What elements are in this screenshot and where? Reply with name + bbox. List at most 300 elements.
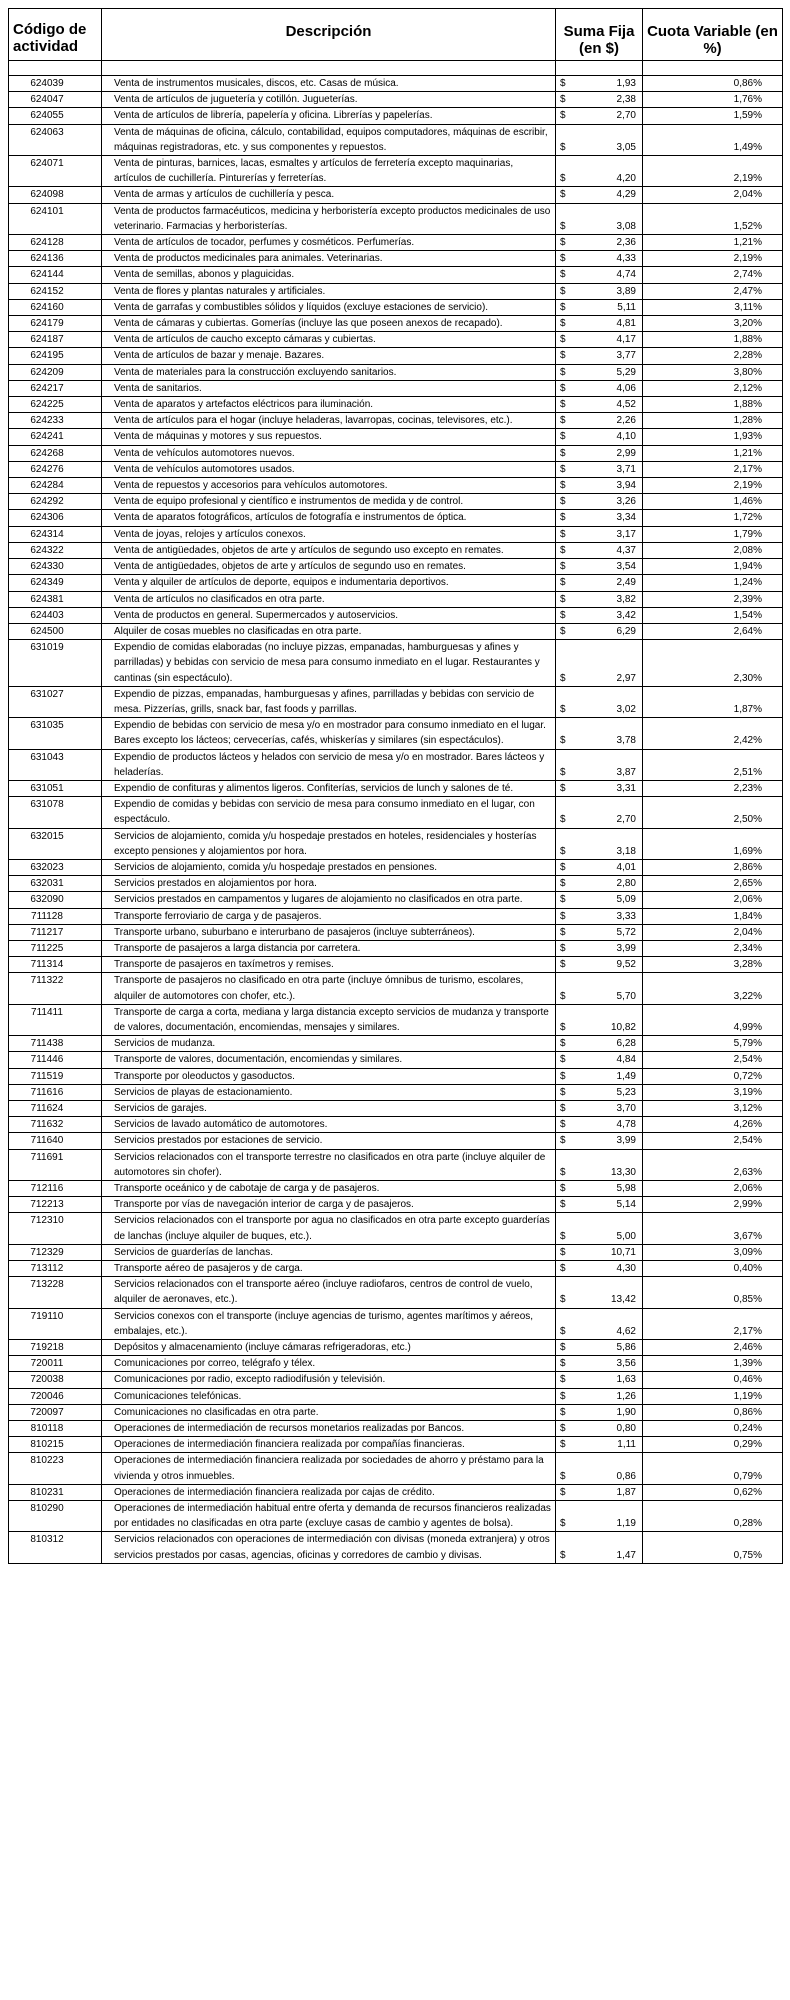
table-row [9, 478, 783, 494]
table-row [9, 591, 783, 607]
fixed-amount-cell [556, 1372, 643, 1388]
currency-symbol: $ [560, 1406, 566, 1418]
activity-code-cell: 624179 [9, 316, 102, 332]
fixed-amount-cell [556, 1084, 643, 1100]
currency-symbol: $ [560, 1166, 566, 1178]
description-cell: Comunicaciones por radio, excepto radiodifusión y televisión. [102, 1372, 556, 1388]
currency-symbol: $ [560, 1549, 566, 1561]
fixed-amount-value: 3,26 [616, 496, 636, 508]
table-row [9, 640, 783, 687]
header-activity-code: Código de actividad [9, 9, 102, 61]
fixed-amount-cell [556, 1261, 643, 1277]
fixed-amount-value: 4,62 [616, 1325, 636, 1337]
table-row [9, 892, 783, 908]
fixed-amount-cell [556, 607, 643, 623]
activity-code-cell: 713112 [9, 1261, 102, 1277]
fixed-amount-value: 5,98 [616, 1183, 636, 1195]
table-row [9, 316, 783, 332]
table-row [9, 380, 783, 396]
activity-code-cell: 711446 [9, 1052, 102, 1068]
table-row [9, 1084, 783, 1100]
description-cell: Venta de antigüedades, objetos de arte y artículos de segundo uso en remates. [102, 559, 556, 575]
fixed-amount-value: 2,80 [616, 878, 636, 890]
activity-code-cell: 720097 [9, 1404, 102, 1420]
spacer-cell [556, 61, 643, 76]
fixed-amount-cell [556, 267, 643, 283]
currency-symbol: $ [560, 544, 566, 556]
variable-rate-cell: 2,06% [643, 1181, 783, 1197]
fixed-amount-value: 3,31 [616, 782, 636, 794]
currency-symbol: $ [560, 894, 566, 906]
spacer-row [9, 61, 783, 76]
fixed-amount-cell [556, 187, 643, 203]
activity-code-cell: 624381 [9, 591, 102, 607]
variable-rate-cell: 2,51% [643, 749, 783, 780]
description-cell: Venta de máquinas de oficina, cálculo, contabilidad, equipos computadores, máquinas de escribir, máquinas registradoras, etc. y sus componentes y repuestos. [102, 124, 556, 155]
fixed-amount-value: 5,11 [617, 301, 636, 313]
fixed-amount-value: 4,01 [616, 861, 636, 873]
fixed-amount-value: 3,18 [616, 845, 636, 857]
variable-rate-cell: 0,85% [643, 1277, 783, 1308]
header-variable-rate: Cuota Variable (en %) [643, 9, 783, 61]
variable-rate-cell: 3,09% [643, 1244, 783, 1260]
fixed-amount-value: 3,70 [616, 1103, 636, 1114]
fixed-amount-value: 4,20 [616, 173, 636, 185]
description-cell: Venta de joyas, relojes y artículos conexos. [102, 526, 556, 542]
table-row [9, 1149, 783, 1180]
fixed-amount-cell [556, 1101, 643, 1117]
activity-code-cell: 719218 [9, 1340, 102, 1356]
activity-code-cell: 631035 [9, 718, 102, 749]
activity-code-cell: 624225 [9, 397, 102, 413]
fixed-amount-value: 3,99 [616, 1135, 636, 1147]
currency-symbol: $ [560, 1423, 566, 1435]
table-row [9, 461, 783, 477]
table-row [9, 235, 783, 251]
description-cell: Expendio de bebidas con servicio de mesa y/o en mostrador para consumo inmediato en el lugar. Bares excepto los lácteos; cervecerías, cafés, whiskerías y similares (sin espectáculos). [102, 718, 556, 749]
fixed-amount-value: 3,71 [616, 463, 636, 475]
table-row [9, 828, 783, 859]
table-row [9, 1388, 783, 1404]
table-row [9, 575, 783, 591]
table-row [9, 1004, 783, 1035]
currency-symbol: $ [560, 285, 566, 297]
variable-rate-cell: 2,06% [643, 892, 783, 908]
fixed-amount-cell [556, 908, 643, 924]
fixed-amount-value: 0,80 [616, 1423, 636, 1435]
variable-rate-cell: 0,79% [643, 1453, 783, 1484]
activity-code-cell: 624330 [9, 559, 102, 575]
currency-symbol: $ [560, 318, 566, 330]
activity-code-cell: 624136 [9, 251, 102, 267]
description-cell: Venta y alquiler de artículos de deporte, equipos e indumentaria deportivos. [102, 575, 556, 591]
table-row [9, 1133, 783, 1149]
description-cell: Venta de instrumentos musicales, discos, etc. Casas de música. [102, 76, 556, 92]
description-cell: Venta de garrafas y combustibles sólidos y líquidos (excluye estaciones de servicio). [102, 299, 556, 315]
currency-symbol: $ [560, 431, 566, 443]
fixed-amount-cell [556, 124, 643, 155]
fixed-amount-cell [556, 413, 643, 429]
variable-rate-cell: 2,65% [643, 876, 783, 892]
fixed-amount-cell [556, 283, 643, 299]
description-cell: Venta de artículos de tocador, perfumes y cosméticos. Perfumerías. [102, 235, 556, 251]
table-row [9, 283, 783, 299]
fixed-amount-cell [556, 780, 643, 796]
table-row [9, 1052, 783, 1068]
fixed-amount-cell [556, 1340, 643, 1356]
table-row [9, 108, 783, 124]
description-cell: Servicios de guarderías de lanchas. [102, 1244, 556, 1260]
currency-symbol: $ [560, 1054, 566, 1066]
fixed-amount-cell [556, 1149, 643, 1180]
description-cell: Servicios de alojamiento, comida y/u hospedaje prestados en hoteles, residenciales y hosterías excepto pensiones y alojamientos por hora. [102, 828, 556, 859]
fixed-amount-cell [556, 348, 643, 364]
description-cell: Comunicaciones no clasificadas en otra parte. [102, 1404, 556, 1420]
table-row [9, 1117, 783, 1133]
fixed-amount-value: 2,70 [616, 814, 636, 826]
currency-symbol: $ [560, 350, 566, 362]
activity-code-cell: 720046 [9, 1388, 102, 1404]
currency-symbol: $ [560, 625, 566, 637]
activity-code-cell: 711314 [9, 957, 102, 973]
variable-rate-cell: 0,24% [643, 1421, 783, 1437]
activity-code-cell: 711225 [9, 940, 102, 956]
description-cell: Venta de artículos de juguetería y cotillón. Jugueterías. [102, 92, 556, 108]
fixed-amount-cell [556, 559, 643, 575]
fixed-amount-value: 3,42 [616, 609, 636, 621]
table-row [9, 859, 783, 875]
fixed-amount-cell [556, 445, 643, 461]
fixed-amount-cell [556, 1404, 643, 1420]
fixed-amount-value: 2,38 [616, 94, 636, 106]
description-cell: Venta de artículos de caucho excepto cámaras y cubiertas. [102, 332, 556, 348]
activity-code-cell: 624292 [9, 494, 102, 510]
activity-code-cell: 711616 [9, 1084, 102, 1100]
currency-symbol: $ [560, 1199, 566, 1211]
fixed-amount-cell [556, 1117, 643, 1133]
fixed-amount-cell [556, 1437, 643, 1453]
description-cell: Servicios relacionados con el transporte por agua no clasificados en otra parte excepto guarderías de lanchas (incluye alquiler de buques, etc.). [102, 1213, 556, 1244]
fixed-amount-value: 5,00 [616, 1230, 636, 1242]
variable-rate-cell: 2,99% [643, 1197, 783, 1213]
currency-symbol: $ [560, 173, 566, 185]
fixed-amount-value: 4,37 [616, 544, 636, 556]
fixed-amount-cell [556, 1004, 643, 1035]
currency-symbol: $ [560, 78, 566, 89]
table-row [9, 542, 783, 558]
activity-code-cell: 624187 [9, 332, 102, 348]
description-cell: Venta de aparatos fotográficos, artículos de fotografía e instrumentos de óptica. [102, 510, 556, 526]
table-row [9, 1068, 783, 1084]
description-cell: Expendio de comidas elaboradas (no incluye pizzas, empanadas, hamburguesas y afines y parrilladas) y bebidas con servicio de mesa para consumo inmediato en el lugar. Restaurantes y cantinas (sin espectáculo). [102, 640, 556, 687]
fixed-amount-cell [556, 526, 643, 542]
fixed-amount-cell [556, 364, 643, 380]
variable-rate-cell: 2,19% [643, 251, 783, 267]
variable-rate-cell: 0,46% [643, 1372, 783, 1388]
table-row [9, 1421, 783, 1437]
fixed-amount-cell [556, 640, 643, 687]
currency-symbol: $ [560, 1230, 566, 1242]
activity-code-cell: 624314 [9, 526, 102, 542]
activity-code-cell: 624209 [9, 364, 102, 380]
fixed-amount-cell [556, 892, 643, 908]
fixed-amount-value: 4,06 [616, 382, 636, 394]
table-row [9, 957, 783, 973]
fixed-amount-value: 3,08 [616, 220, 636, 232]
fixed-amount-cell [556, 251, 643, 267]
currency-symbol: $ [560, 1086, 566, 1098]
activity-fee-table-page [8, 8, 782, 1564]
activity-code-cell: 624306 [9, 510, 102, 526]
currency-symbol: $ [560, 237, 566, 249]
activity-code-cell: 624071 [9, 156, 102, 187]
variable-rate-cell: 3,19% [643, 1084, 783, 1100]
activity-code-cell: 810290 [9, 1501, 102, 1532]
activity-code-cell: 624322 [9, 542, 102, 558]
activity-code-cell: 631027 [9, 686, 102, 717]
fixed-amount-value: 4,10 [616, 431, 636, 443]
variable-rate-cell: 0,86% [643, 76, 783, 92]
fixed-amount-cell [556, 749, 643, 780]
description-cell: Venta de artículos de librería, papelería y oficina. Librerías y papelerías. [102, 108, 556, 124]
fixed-amount-cell [556, 1133, 643, 1149]
currency-symbol: $ [560, 189, 566, 201]
activity-code-cell: 632031 [9, 876, 102, 892]
fixed-amount-value: 3,87 [616, 766, 636, 778]
description-cell: Servicios de playas de estacionamiento. [102, 1084, 556, 1100]
description-cell: Operaciones de intermediación financiera realizada por compañías financieras. [102, 1437, 556, 1453]
currency-symbol: $ [560, 1038, 566, 1050]
description-cell: Venta de pinturas, barnices, lacas, esmaltes y artículos de ferretería excepto maquinarias, artículos de cuchillería. Pinturerías y ferreterías. [102, 156, 556, 187]
description-cell: Alquiler de cosas muebles no clasificadas en otra parte. [102, 623, 556, 639]
variable-rate-cell: 1,28% [643, 413, 783, 429]
fixed-amount-value: 4,52 [616, 399, 636, 411]
currency-symbol: $ [560, 1486, 566, 1498]
description-cell: Servicios prestados por estaciones de servicio. [102, 1133, 556, 1149]
table-row [9, 1404, 783, 1420]
currency-symbol: $ [560, 366, 566, 378]
variable-rate-cell: 4,99% [643, 1004, 783, 1035]
variable-rate-cell: 2,04% [643, 187, 783, 203]
description-cell: Servicios relacionados con el transporte aéreo (incluye radiofaros, centros de control de vuelo, alquiler de aeronaves, etc.). [102, 1277, 556, 1308]
activity-code-cell: 624500 [9, 623, 102, 639]
variable-rate-cell: 1,94% [643, 559, 783, 575]
currency-symbol: $ [560, 845, 566, 857]
variable-rate-cell: 2,39% [643, 591, 783, 607]
fixed-amount-cell [556, 623, 643, 639]
currency-symbol: $ [560, 735, 566, 747]
activity-code-cell: 711411 [9, 1004, 102, 1035]
fixed-amount-value: 3,54 [616, 561, 636, 573]
activity-code-cell: 711640 [9, 1133, 102, 1149]
table-row [9, 299, 783, 315]
fixed-amount-value: 2,97 [616, 672, 636, 684]
activity-code-cell: 720038 [9, 1372, 102, 1388]
table-row [9, 686, 783, 717]
variable-rate-cell: 2,28% [643, 348, 783, 364]
currency-symbol: $ [560, 1358, 566, 1370]
description-cell: Venta de aparatos y artefactos eléctricos para iluminación. [102, 397, 556, 413]
description-cell: Venta de vehículos automotores usados. [102, 461, 556, 477]
fixed-amount-cell [556, 76, 643, 92]
table-row [9, 876, 783, 892]
variable-rate-cell: 2,19% [643, 156, 783, 187]
fixed-amount-cell [556, 591, 643, 607]
table-row [9, 413, 783, 429]
fixed-amount-cell [556, 1244, 643, 1260]
fixed-amount-value: 6,29 [616, 625, 636, 637]
fixed-amount-cell [556, 1036, 643, 1052]
table-row [9, 797, 783, 828]
fixed-amount-cell [556, 686, 643, 717]
fixed-amount-value: 1,49 [616, 1070, 636, 1082]
description-cell: Venta de productos medicinales para animales. Veterinarias. [102, 251, 556, 267]
description-cell: Transporte urbano, suburbano e interurbano de pasajeros (incluye subterráneos). [102, 924, 556, 940]
fixed-amount-value: 3,82 [616, 593, 636, 605]
activity-code-cell: 624101 [9, 203, 102, 234]
fixed-amount-value: 3,78 [616, 735, 636, 747]
activity-code-cell: 712213 [9, 1197, 102, 1213]
currency-symbol: $ [560, 141, 566, 153]
variable-rate-cell: 3,12% [643, 1101, 783, 1117]
description-cell: Venta de artículos no clasificados en otra parte. [102, 591, 556, 607]
description-cell: Transporte de pasajeros no clasificado en otra parte (incluye ómnibus de turismo, escolares, alquiler de automotores con chofer, etc.). [102, 973, 556, 1004]
fixed-amount-value: 13,30 [610, 1166, 636, 1178]
currency-symbol: $ [560, 1390, 566, 1402]
fixed-amount-value: 5,72 [616, 926, 636, 938]
activity-code-cell: 711128 [9, 908, 102, 924]
fixed-amount-cell [556, 156, 643, 187]
currency-symbol: $ [560, 926, 566, 938]
description-cell: Expendio de productos lácteos y helados con servicio de mesa y/o en mostrador. Bares lácteos y heladerías. [102, 749, 556, 780]
table-row [9, 1453, 783, 1484]
fixed-amount-value: 1,63 [616, 1374, 636, 1386]
fixed-amount-value: 1,47 [616, 1549, 636, 1561]
currency-symbol: $ [560, 672, 566, 684]
fixed-amount-cell [556, 1277, 643, 1308]
activity-code-cell: 624128 [9, 235, 102, 251]
fixed-amount-cell [556, 876, 643, 892]
activity-code-cell: 712329 [9, 1244, 102, 1260]
description-cell: Venta de vehículos automotores nuevos. [102, 445, 556, 461]
variable-rate-cell: 2,04% [643, 924, 783, 940]
variable-rate-cell: 1,93% [643, 429, 783, 445]
description-cell: Venta de productos en general. Supermercados y autoservicios. [102, 607, 556, 623]
table-row [9, 1356, 783, 1372]
activity-code-cell: 631051 [9, 780, 102, 796]
description-cell: Venta de sanitarios. [102, 380, 556, 396]
description-cell: Servicios relacionados con el transporte terrestre no clasificados en otra parte (incluye alquiler de automotores sin chofer). [102, 1149, 556, 1180]
description-cell: Servicios de garajes. [102, 1101, 556, 1117]
variable-rate-cell: 3,28% [643, 957, 783, 973]
activity-code-cell: 711438 [9, 1036, 102, 1052]
table-row [9, 1340, 783, 1356]
activity-code-cell: 624276 [9, 461, 102, 477]
currency-symbol: $ [560, 1439, 566, 1451]
activity-code-cell: 631078 [9, 797, 102, 828]
activity-code-cell: 624160 [9, 299, 102, 315]
currency-symbol: $ [560, 878, 566, 890]
fixed-amount-cell [556, 1484, 643, 1500]
fixed-amount-value: 10,82 [610, 1021, 636, 1033]
fixed-amount-cell [556, 397, 643, 413]
table-row [9, 1181, 783, 1197]
activity-code-cell: 624217 [9, 380, 102, 396]
activity-code-cell: 624144 [9, 267, 102, 283]
table-row [9, 203, 783, 234]
description-cell: Transporte por oleoductos y gasoductos. [102, 1068, 556, 1084]
fixed-amount-value: 3,89 [616, 285, 636, 297]
variable-rate-cell: 1,54% [643, 607, 783, 623]
variable-rate-cell: 1,19% [643, 1388, 783, 1404]
description-cell: Servicios prestados en campamentos y lugares de alojamiento no clasificados en otra parte. [102, 892, 556, 908]
variable-rate-cell: 0,72% [643, 1068, 783, 1084]
variable-rate-cell: 1,76% [643, 92, 783, 108]
table-row [9, 124, 783, 155]
fixed-amount-value: 10,71 [610, 1246, 636, 1258]
table-body [9, 61, 783, 1564]
variable-rate-cell: 2,54% [643, 1133, 783, 1149]
fixed-amount-cell [556, 718, 643, 749]
fixed-amount-value: 3,02 [616, 703, 636, 715]
table-row [9, 1308, 783, 1339]
description-cell: Venta de repuestos y accesorios para vehículos automotores. [102, 478, 556, 494]
fixed-amount-value: 3,99 [616, 942, 636, 954]
fixed-amount-value: 5,70 [616, 990, 636, 1002]
fixed-amount-value: 1,87 [616, 1486, 636, 1498]
variable-rate-cell: 2,86% [643, 859, 783, 875]
fixed-amount-value: 5,14 [616, 1199, 636, 1211]
currency-symbol: $ [560, 1374, 566, 1386]
description-cell: Transporte de valores, documentación, encomiendas y similares. [102, 1052, 556, 1068]
activity-code-cell: 719110 [9, 1308, 102, 1339]
fixed-amount-cell [556, 1052, 643, 1068]
variable-rate-cell: 1,21% [643, 445, 783, 461]
fixed-amount-cell [556, 429, 643, 445]
description-cell: Venta de equipo profesional y científico e instrumentos de medida y de control. [102, 494, 556, 510]
table-row [9, 1501, 783, 1532]
description-cell: Expendio de comidas y bebidas con servicio de mesa para consumo inmediato en el lugar, con espectáculo. [102, 797, 556, 828]
fixed-amount-cell [556, 1068, 643, 1084]
table-row [9, 1484, 783, 1500]
spacer-cell [102, 61, 556, 76]
description-cell: Servicios de mudanza. [102, 1036, 556, 1052]
table-row [9, 1532, 783, 1563]
variable-rate-cell: 2,19% [643, 478, 783, 494]
variable-rate-cell: 3,67% [643, 1213, 783, 1244]
activity-code-cell: 624098 [9, 187, 102, 203]
activity-code-cell: 624233 [9, 413, 102, 429]
variable-rate-cell: 5,79% [643, 1036, 783, 1052]
table-row [9, 332, 783, 348]
table-row [9, 267, 783, 283]
fixed-amount-cell [556, 494, 643, 510]
description-cell: Transporte oceánico y de cabotaje de carga y de pasajeros. [102, 1181, 556, 1197]
description-cell: Comunicaciones telefónicas. [102, 1388, 556, 1404]
description-cell: Venta de flores y plantas naturales y artificiales. [102, 283, 556, 299]
table-row [9, 1437, 783, 1453]
fixed-amount-cell [556, 957, 643, 973]
table-row [9, 445, 783, 461]
variable-rate-cell: 1,87% [643, 686, 783, 717]
currency-symbol: $ [560, 334, 566, 346]
fixed-amount-cell [556, 235, 643, 251]
activity-code-cell: 624284 [9, 478, 102, 494]
fixed-amount-value: 0,86 [616, 1470, 636, 1482]
variable-rate-cell: 2,08% [643, 542, 783, 558]
variable-rate-cell: 2,17% [643, 461, 783, 477]
fixed-amount-cell [556, 940, 643, 956]
